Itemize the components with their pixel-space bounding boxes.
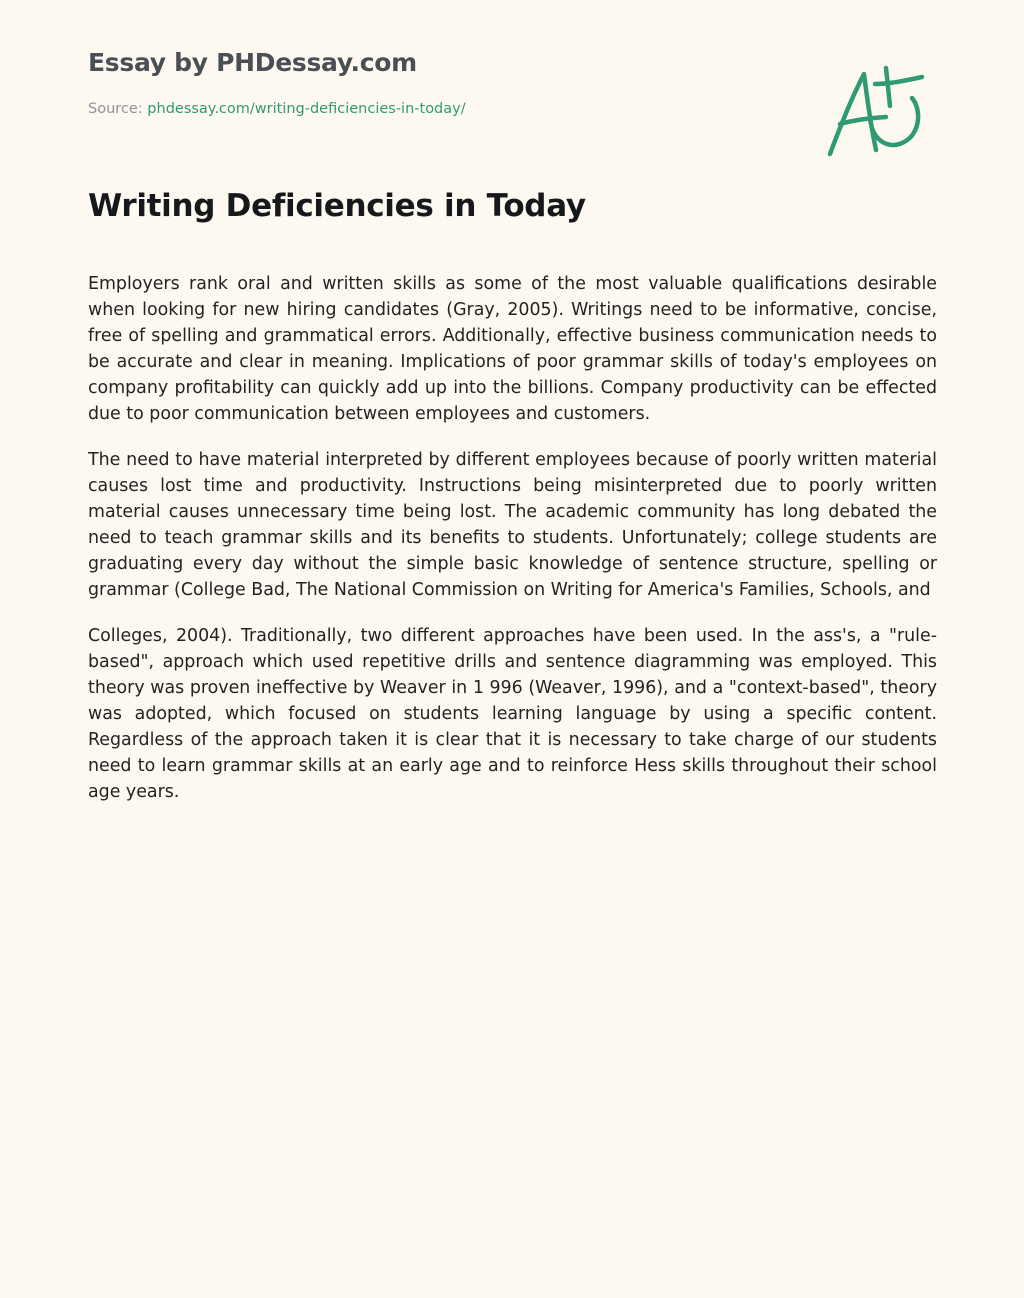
essay-paragraph: The need to have material interpreted by different employees because of poorly written material causes lost time and productivity. Instructions being misinterpreted due to poorly written material causes unnecessary time being lost. The academic community has long debated the need to teach grammar skills and its benefits to students. Unfortunately; college students are graduating every day without the simple basic knowledge of sentence structure, spelling or grammar (College Bad, The National Commission on Writing for America's Families, Schools, and <box>88 450 937 600</box>
essay-paragraph: Colleges, 2004). Traditionally, two different approaches have been used. In the ass's, a "rule-based", approach which used repetitive drills and sentence diagramming was employed. This theory was proven ineffective by Weaver in 1 996 (Weaver, 1996), and a "context-based", theory was adopted, which focused on students learning language by using a specific content. Regardless of the approach taken it is clear that it is necessary to take charge of our students need to learn grammar skills at an early age and to reinforce Hess skills throughout their school age years. <box>88 626 937 802</box>
essay-paragraph: Employers rank oral and written skills as some of the most valuable qualifications desirable when looking for new hiring candidates (Gray, 2005). Writings need to be informative, concise, free of spelling and grammatical errors. Additionally, effective business communication needs to be accurate and clear in meaning. Implications of poor grammar skills of today's employees on company profitability can quickly add up into the billions. Company productivity can be effected due to poor communication between employees and customers. <box>88 274 937 424</box>
a-plus-grade-icon <box>820 62 930 162</box>
source-line <box>88 101 466 117</box>
essay-body <box>88 271 937 825</box>
source-label: Source: <box>88 101 143 117</box>
source-link[interactable]: phdessay.com/writing-deficiencies-in-today/ <box>147 101 466 117</box>
essay-title: Writing Deficiencies in Today <box>88 188 586 224</box>
site-brand-heading: Essay by PHDessay.com <box>88 48 417 77</box>
